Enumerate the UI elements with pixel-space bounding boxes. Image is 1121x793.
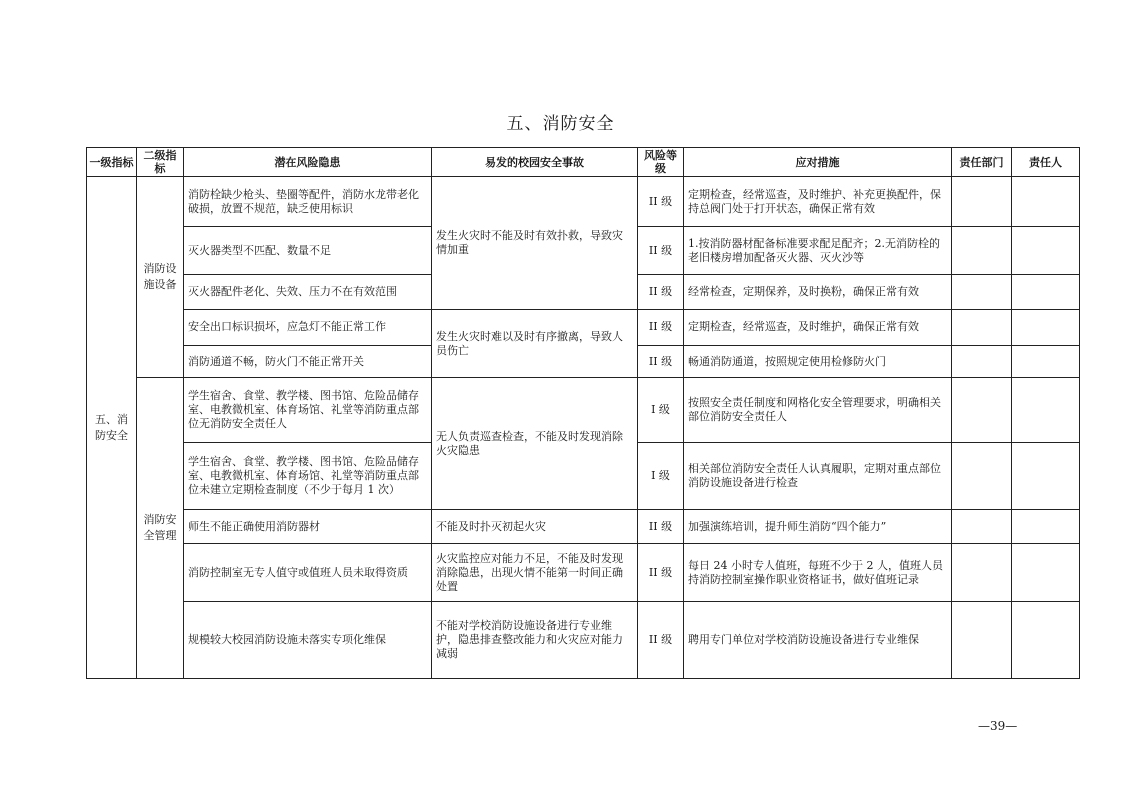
- person-cell: [1012, 510, 1080, 544]
- measure-cell: 聘用专门单位对学校消防设施设备进行专业维保: [684, 602, 952, 679]
- risk-level-cell: II 级: [638, 177, 684, 227]
- header-level1: 一级指标: [87, 148, 137, 177]
- dept-cell: [952, 543, 1012, 601]
- measure-cell: 加强演练培训，提升师生消防“四个能力”: [684, 510, 952, 544]
- person-cell: [1012, 345, 1080, 378]
- incident-cell: 不能对学校消防设施设备进行专业维护，隐患排查整改能力和火灾应对能力减弱: [432, 602, 638, 679]
- table-row: [87, 543, 1080, 601]
- header-level2: 二级指标: [137, 148, 184, 177]
- hazard-cell: 消防通道不畅，防火门不能正常开关: [184, 345, 432, 378]
- dept-cell: [952, 442, 1012, 509]
- person-cell: [1012, 309, 1080, 345]
- table-row: [87, 378, 1080, 442]
- risk-level-cell: II 级: [638, 227, 684, 275]
- measure-cell: 每日 24 小时专人值班，每班不少于 2 人，值班人员持消防控制室操作职业资格证书，做好值班记录: [684, 543, 952, 601]
- incident-cell: 发生火灾时难以及时有序撤离，导致人员伤亡: [432, 309, 638, 377]
- person-cell: [1012, 275, 1080, 310]
- person-cell: [1012, 442, 1080, 509]
- measure-cell: 1.按消防器材配备标准要求配足配齐；2.无消防栓的老旧楼房增加配备灭火器、灭火沙等: [684, 227, 952, 275]
- person-cell: [1012, 227, 1080, 275]
- dept-cell: [952, 345, 1012, 378]
- measure-cell: 经常检查，定期保养，及时换粉，确保正常有效: [684, 275, 952, 310]
- dept-cell: [952, 177, 1012, 227]
- incident-cell: 火灾监控应对能力不足，不能及时发现消除隐患，出现火情不能第一时间正确处置: [432, 543, 638, 601]
- risk-level-cell: II 级: [638, 543, 684, 601]
- page-title: 五、消防安全: [506, 114, 615, 134]
- dept-cell: [952, 510, 1012, 544]
- risk-level-cell: II 级: [638, 510, 684, 544]
- dept-cell: [952, 309, 1012, 345]
- header-risk-level: 风险等级: [638, 148, 684, 177]
- header-hazard: 潜在风险隐患: [184, 148, 432, 177]
- measure-cell: 定期检查，经常巡查，及时维护，确保正常有效: [684, 309, 952, 345]
- header-dept: 责任部门: [952, 148, 1012, 177]
- risk-level-cell: II 级: [638, 309, 684, 345]
- level2-cell-facility: 消防设施设备: [137, 177, 184, 378]
- page-number: —39—: [978, 719, 1018, 733]
- level1-cell: 五、消防安全: [87, 177, 137, 679]
- hazard-cell: 师生不能正确使用消防器材: [184, 510, 432, 544]
- risk-level-cell: II 级: [638, 345, 684, 378]
- incident-cell: 不能及时扑灭初起火灾: [432, 510, 638, 544]
- incident-cell: 发生火灾时不能及时有效扑救，导致灾情加重: [432, 177, 638, 310]
- header-incident: 易发的校园安全事故: [432, 148, 638, 177]
- header-measure: 应对措施: [684, 148, 952, 177]
- dept-cell: [952, 378, 1012, 442]
- table-row: [87, 177, 1080, 227]
- hazard-cell: 学生宿舍、食堂、教学楼、图书馆、危险品储存室、电教微机室、体育场馆、礼堂等消防重点部位未建立定期检查制度（不少于每月 1 次）: [184, 442, 432, 509]
- measure-cell: 按照安全责任制度和网格化安全管理要求，明确相关部位消防安全责任人: [684, 378, 952, 442]
- hazard-cell: 灭火器类型不匹配、数量不足: [184, 227, 432, 275]
- measure-cell: 定期检查，经常巡查，及时维护、补充更换配件，保持总阀门处于打开状态，确保正常有效: [684, 177, 952, 227]
- table-row: [87, 309, 1080, 345]
- dept-cell: [952, 602, 1012, 679]
- header-person: 责任人: [1012, 148, 1080, 177]
- hazard-cell: 灭火器配件老化、失效、压力不在有效范围: [184, 275, 432, 310]
- table-row: [87, 602, 1080, 679]
- hazard-cell: 安全出口标识损坏，应急灯不能正常工作: [184, 309, 432, 345]
- risk-level-cell: I 级: [638, 378, 684, 442]
- hazard-cell: 学生宿舍、食堂、教学楼、图书馆、危险品储存室、电教微机室、体育场馆、礼堂等消防重点部位无消防安全责任人: [184, 378, 432, 442]
- hazard-cell: 消防栓缺少枪头、垫圈等配件，消防水龙带老化破损，放置不规范，缺乏使用标识: [184, 177, 432, 227]
- level2-cell-management: 消防安全管理: [137, 378, 184, 679]
- person-cell: [1012, 543, 1080, 601]
- measure-cell: 畅通消防通道，按照规定使用检修防火门: [684, 345, 952, 378]
- dept-cell: [952, 227, 1012, 275]
- risk-level-cell: I 级: [638, 442, 684, 509]
- incident-cell: 无人负责巡查检查，不能及时发现消除火灾隐患: [432, 378, 638, 510]
- fire-safety-risk-table: [86, 147, 1080, 679]
- table-row: [87, 510, 1080, 544]
- person-cell: [1012, 177, 1080, 227]
- person-cell: [1012, 602, 1080, 679]
- risk-level-cell: II 级: [638, 275, 684, 310]
- person-cell: [1012, 378, 1080, 442]
- measure-cell: 相关部位消防安全责任人认真履职，定期对重点部位消防设施设备进行检查: [684, 442, 952, 509]
- header-row: [87, 148, 1080, 177]
- hazard-cell: 消防控制室无专人值守或值班人员未取得资质: [184, 543, 432, 601]
- dept-cell: [952, 275, 1012, 310]
- risk-level-cell: II 级: [638, 602, 684, 679]
- hazard-cell: 规模较大校园消防设施未落实专项化维保: [184, 602, 432, 679]
